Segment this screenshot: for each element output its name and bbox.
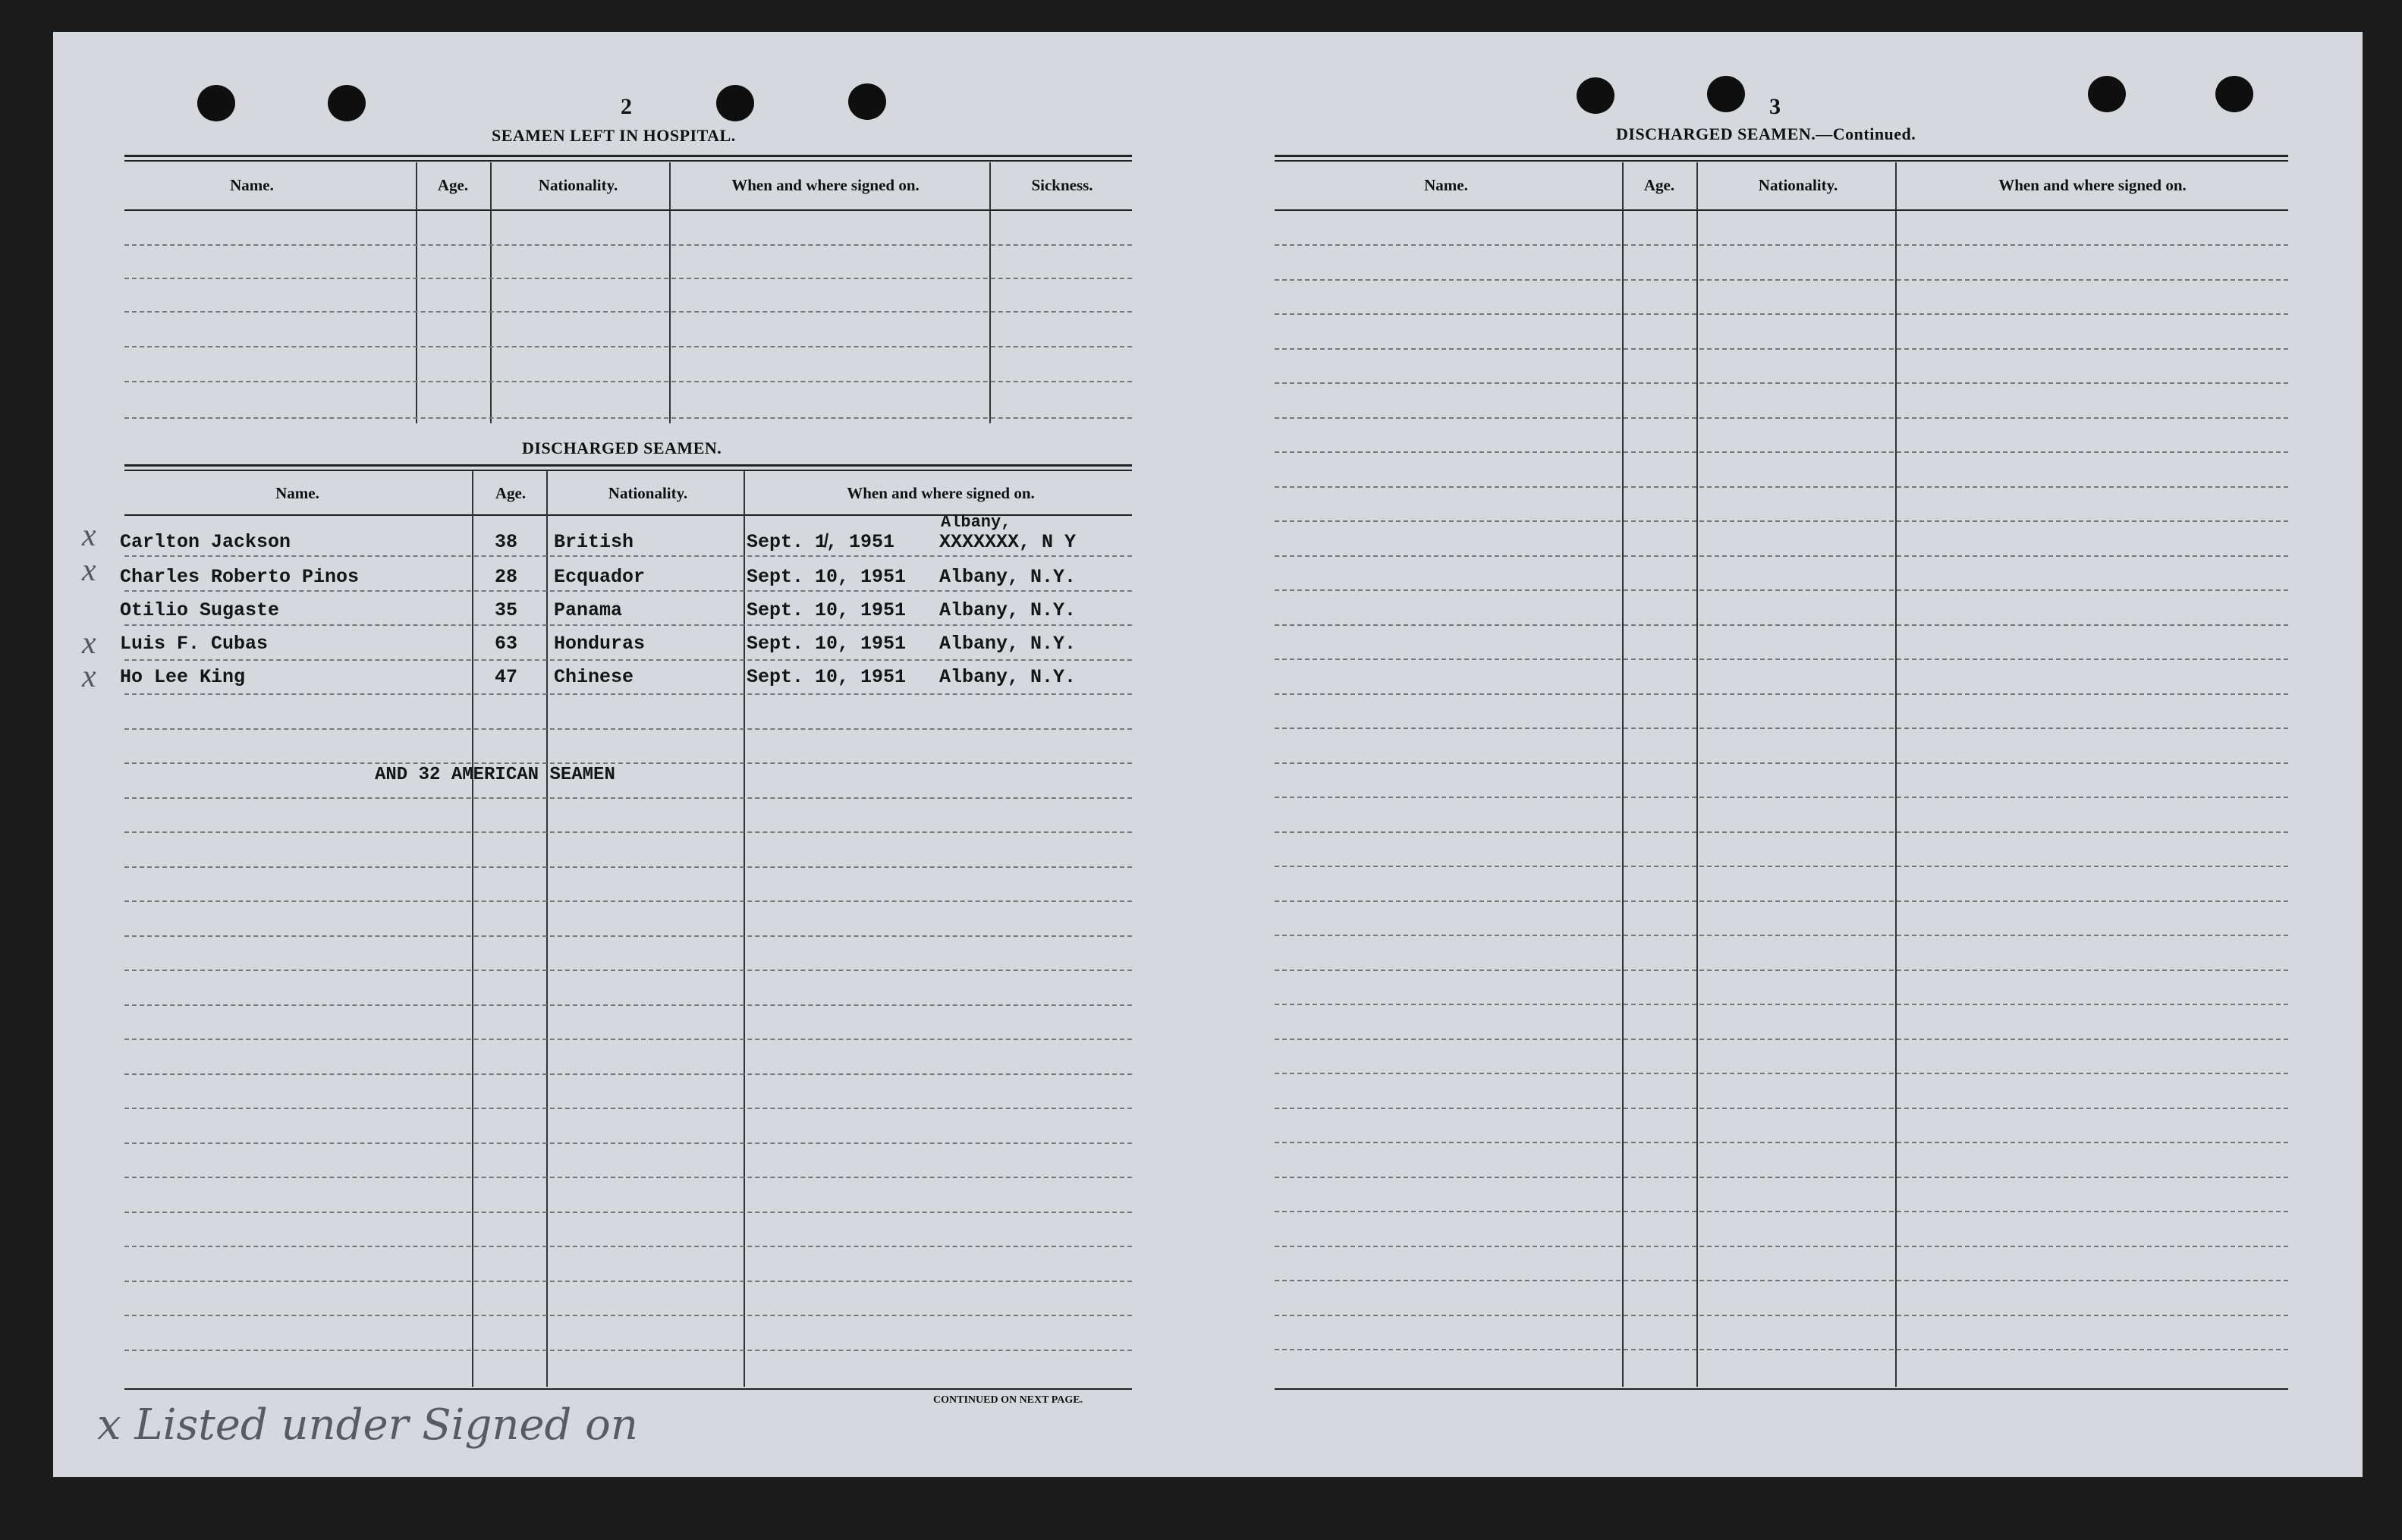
ruled-line bbox=[124, 381, 1132, 382]
right-header-age: Age. bbox=[1643, 176, 1675, 194]
ruled-line bbox=[1275, 417, 2288, 419]
ruled-line bbox=[124, 1315, 1132, 1316]
american-seamen-note: AND 32 AMERICAN SEAMEN bbox=[375, 765, 615, 785]
ruled-line bbox=[1275, 1177, 2288, 1178]
seaman-age: 35 bbox=[495, 599, 518, 621]
ruled-line bbox=[124, 1073, 1132, 1075]
ruled-line bbox=[1275, 1073, 2288, 1074]
signed-on-place: Albany, N.Y. bbox=[939, 666, 1077, 688]
ruled-line bbox=[1275, 1108, 2288, 1109]
ruled-line bbox=[1275, 1246, 2288, 1247]
ruled-line bbox=[124, 311, 1132, 313]
ruled-line bbox=[124, 1212, 1132, 1213]
ruled-line bbox=[1275, 1280, 2288, 1281]
ruled-line bbox=[1275, 279, 2288, 281]
punch-hole bbox=[2215, 76, 2253, 112]
ruled-line bbox=[124, 1108, 1132, 1109]
right-header-nationality: Nationality. bbox=[1758, 176, 1838, 194]
punch-hole bbox=[2088, 76, 2126, 112]
ruled-line bbox=[124, 590, 1132, 592]
signed-on-date: Sept. 10, 1951 bbox=[747, 666, 907, 688]
discharged-header-nationality: Nationality. bbox=[608, 484, 688, 502]
punch-hole bbox=[716, 85, 754, 121]
ruled-line bbox=[124, 278, 1132, 279]
ruled-line bbox=[1275, 693, 2288, 695]
ruled-line bbox=[1275, 1004, 2288, 1005]
ruled-line bbox=[1275, 313, 2288, 315]
ruled-line bbox=[124, 935, 1132, 937]
hospital-header-signed-on: When and where signed on. bbox=[731, 176, 920, 194]
ruled-line bbox=[124, 797, 1132, 799]
column-divider bbox=[1696, 162, 1698, 1387]
footer-rule bbox=[124, 1388, 1132, 1390]
ruled-line bbox=[1275, 900, 2288, 902]
ruled-line bbox=[124, 866, 1132, 868]
hospital-header-name: Name. bbox=[230, 176, 274, 194]
discharged-header-signed-on: When and where signed on. bbox=[847, 484, 1035, 502]
seaman-name: Carlton Jackson bbox=[120, 531, 291, 553]
punch-hole bbox=[197, 85, 235, 121]
handwritten-tick: x bbox=[82, 659, 96, 694]
footer-rule bbox=[1275, 1388, 2288, 1390]
ruled-line bbox=[124, 624, 1132, 626]
handwritten-annotation: x Listed under Signed on bbox=[97, 1400, 638, 1450]
page-number: 3 bbox=[1769, 94, 1781, 119]
document-sheet bbox=[53, 32, 2363, 1477]
punch-hole bbox=[328, 85, 366, 121]
ruled-line bbox=[124, 244, 1132, 246]
seaman-age: 28 bbox=[495, 566, 518, 588]
ruled-line bbox=[124, 346, 1132, 347]
seaman-age: 47 bbox=[495, 666, 518, 688]
ruled-line bbox=[1275, 762, 2288, 764]
ruled-line bbox=[124, 728, 1132, 730]
seaman-name: Ho Lee King bbox=[120, 666, 246, 688]
ruled-line bbox=[1275, 1142, 2288, 1143]
double-rule bbox=[124, 155, 1132, 162]
ruled-line bbox=[1275, 589, 2288, 591]
ruled-line bbox=[1275, 866, 2288, 867]
hospital-header-nationality: Nationality. bbox=[538, 176, 618, 194]
seaman-nationality: British bbox=[554, 531, 634, 553]
ruled-line bbox=[124, 1177, 1132, 1178]
seaman-nationality: Ecquador bbox=[554, 566, 646, 588]
header-rule bbox=[1275, 209, 2288, 211]
column-divider bbox=[669, 162, 671, 423]
ruled-line bbox=[1275, 1211, 2288, 1212]
ruled-line bbox=[1275, 1349, 2288, 1350]
ruled-line bbox=[1275, 935, 2288, 936]
seaman-age: 38 bbox=[495, 531, 518, 553]
seaman-nationality: Panama bbox=[554, 599, 623, 621]
ruled-line bbox=[1275, 831, 2288, 833]
ruled-line bbox=[124, 693, 1132, 695]
hospital-header-sickness: Sickness. bbox=[1031, 176, 1093, 194]
signed-on-date: Sept. 10, 1951 bbox=[747, 566, 907, 588]
seaman-name: Otilio Sugaste bbox=[120, 599, 280, 621]
ruled-line bbox=[124, 417, 1132, 419]
handwritten-tick: x bbox=[82, 626, 96, 661]
double-rule bbox=[124, 464, 1132, 471]
ruled-line bbox=[124, 1039, 1132, 1040]
column-divider bbox=[472, 470, 473, 1387]
ruled-line bbox=[1275, 520, 2288, 522]
ruled-line bbox=[124, 970, 1132, 971]
ruled-line bbox=[1275, 486, 2288, 488]
double-rule bbox=[1275, 155, 2288, 162]
hospital-section-title: SEAMEN LEFT IN HOSPITAL. bbox=[492, 126, 736, 145]
ruled-line bbox=[1275, 1039, 2288, 1040]
signed-on-date: Sept. 1̸, 1951 bbox=[747, 531, 895, 553]
punch-hole bbox=[1577, 77, 1614, 114]
continued-note: CONTINUED ON NEXT PAGE. bbox=[933, 1394, 1083, 1406]
seaman-nationality: Honduras bbox=[554, 633, 646, 655]
ruled-line bbox=[1275, 348, 2288, 350]
ruled-line bbox=[1275, 797, 2288, 798]
ruled-line bbox=[1275, 728, 2288, 729]
seaman-name: Luis F. Cubas bbox=[120, 633, 269, 655]
ruled-line bbox=[124, 1142, 1132, 1144]
handwritten-tick: x bbox=[82, 553, 96, 588]
ruled-line bbox=[124, 1004, 1132, 1006]
ruled-line bbox=[1275, 1315, 2288, 1316]
ruled-line bbox=[1275, 970, 2288, 971]
right-header-name: Name. bbox=[1424, 176, 1468, 194]
column-divider bbox=[416, 162, 417, 423]
ruled-line bbox=[124, 762, 1132, 764]
punch-hole bbox=[848, 83, 886, 120]
ruled-line bbox=[1275, 555, 2288, 557]
ruled-line bbox=[124, 1246, 1132, 1247]
handwritten-tick: x bbox=[82, 518, 96, 553]
column-divider bbox=[546, 470, 548, 1387]
page-number: 2 bbox=[621, 94, 632, 119]
column-divider bbox=[744, 470, 745, 1387]
ruled-line bbox=[124, 659, 1132, 661]
ruled-line bbox=[1275, 624, 2288, 626]
seaman-age: 63 bbox=[495, 633, 518, 655]
ruled-line bbox=[124, 900, 1132, 902]
punch-hole bbox=[1707, 76, 1745, 112]
ruled-line bbox=[1275, 382, 2288, 384]
ruled-line bbox=[124, 1350, 1132, 1351]
discharged-header-age: Age. bbox=[495, 484, 527, 502]
column-divider bbox=[1622, 162, 1624, 1387]
ruled-line bbox=[1275, 244, 2288, 246]
signed-on-place: Albany, N.Y. bbox=[939, 599, 1077, 621]
right-header-signed-on: When and where signed on. bbox=[1998, 176, 2187, 194]
signed-on-date: Sept. 10, 1951 bbox=[747, 599, 907, 621]
ruled-line bbox=[124, 1281, 1132, 1282]
ruled-line bbox=[1275, 451, 2288, 453]
signed-on-place: XXXXXXX, N Y bbox=[939, 531, 1077, 553]
column-divider bbox=[1895, 162, 1897, 1387]
discharged-section-title: DISCHARGED SEAMEN. bbox=[522, 438, 722, 457]
continued-section-title: DISCHARGED SEAMEN.—Continued. bbox=[1616, 124, 1916, 143]
header-rule bbox=[124, 209, 1132, 211]
signed-on-place: Albany, N.Y. bbox=[939, 633, 1077, 655]
ruled-line bbox=[124, 555, 1132, 557]
ruled-line bbox=[1275, 658, 2288, 660]
signed-on-date: Sept. 10, 1951 bbox=[747, 633, 907, 655]
signed-on-place-correction: Albany, bbox=[941, 513, 1011, 532]
column-divider bbox=[989, 162, 991, 423]
column-divider bbox=[490, 162, 492, 423]
ruled-line bbox=[124, 831, 1132, 833]
signed-on-place: Albany, N.Y. bbox=[939, 566, 1077, 588]
seaman-nationality: Chinese bbox=[554, 666, 634, 688]
discharged-header-name: Name. bbox=[275, 484, 319, 502]
hospital-header-age: Age. bbox=[437, 176, 469, 194]
seaman-name: Charles Roberto Pinos bbox=[120, 566, 360, 588]
